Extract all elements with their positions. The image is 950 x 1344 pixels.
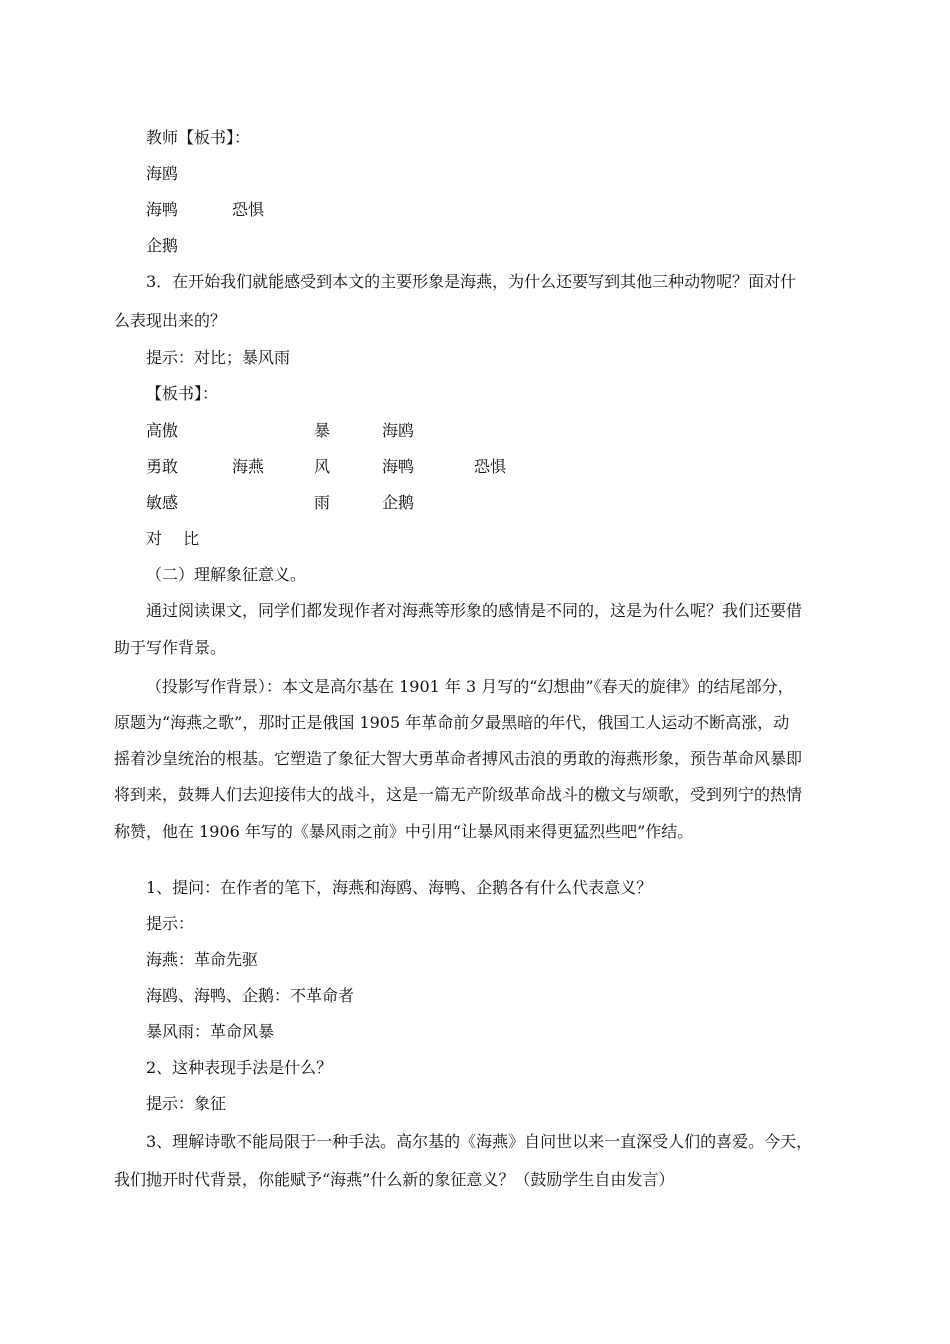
hint-symbolism: 提示：象征 <box>146 1094 227 1113</box>
question-3b-line-1: 3、理解诗歌不能局限于一种手法。高尔基的《海燕》自问世以来一直深受人们的喜爱。今天， <box>146 1132 813 1151</box>
board-bird-penguin: 企鹅 <box>146 236 179 255</box>
meaning-petrel: 海燕：革命先驱 <box>146 950 259 969</box>
board2-bird-duck: 海鸭 <box>382 457 415 476</box>
board2-petrel: 海燕 <box>232 457 265 476</box>
background-line-1: （投影写作背景）：本文是高尔基在 1901 年 3 月写的“幻想曲”《春天的旋律》的结尾部分， <box>146 677 794 696</box>
board2-storm-feng: 风 <box>314 457 331 476</box>
question-2: 2、这种表现手法是什么？ <box>146 1058 333 1077</box>
board2-trait-proud: 高傲 <box>146 421 179 440</box>
question-3b-line-2: 我们抛开时代背景，你能赋予“海燕”什么新的象征意义？（鼓励学生自由发言） <box>114 1170 675 1189</box>
background-line-2: 原题为“海燕之歌”，那时正是俄国 1905 年革命前夕最黑暗的年代，俄国工人运动不断高涨，动 <box>114 713 790 732</box>
board2-emotion: 恐惧 <box>474 457 507 476</box>
question-3-line-2: 么表现出来的？ <box>114 311 227 330</box>
background-line-5: 称赞，他在 1906 年写的《暴风雨之前》中引用“让暴风雨来得更猛烈些吧”作结。 <box>114 822 694 841</box>
paragraph-1-line-2: 助于写作背景。 <box>114 638 227 657</box>
question-3-line-1: 3．在开始我们就能感受到本文的主要形象是海燕，为什么还要写到其他三种动物呢？面对什 <box>146 272 797 291</box>
board-bird-duck: 海鸭 <box>146 200 179 219</box>
board-emotion: 恐惧 <box>232 200 265 219</box>
board-bird-seagull: 海鸥 <box>146 164 179 183</box>
meaning-storm: 暴风雨：革命风暴 <box>146 1022 275 1041</box>
question-1: 1、提问：在作者的笔下，海燕和海鸥、海鸭、企鹅各有什么代表意义？ <box>146 878 653 897</box>
hint-label: 提示： <box>146 914 195 933</box>
board2-storm-bao: 暴 <box>314 421 331 440</box>
board2-storm-yu: 雨 <box>314 493 331 512</box>
board2-bird-penguin: 企鹅 <box>382 493 415 512</box>
board2-bird-seagull: 海鸥 <box>382 421 415 440</box>
board-header: 教师【板书】： <box>146 128 251 147</box>
board2-trait-brave: 勇敢 <box>146 457 179 476</box>
board2-header: 【板书】： <box>146 384 219 403</box>
meaning-other-birds: 海鸥、海鸭、企鹅：不革命者 <box>146 986 355 1005</box>
background-line-3: 摇着沙皇统治的根基。它塑造了象征大智大勇革命者搏风击浪的勇敢的海燕形象，预告革命风暴即 <box>114 749 803 768</box>
section-2-title: （二）理解象征意义。 <box>146 565 307 584</box>
hint-contrast: 提示：对比；暴风雨 <box>146 348 291 367</box>
paragraph-1-line-1: 通过阅读课文，同学们都发现作者对海燕等形象的感情是不同的，这是为什么呢？我们还要借 <box>146 601 803 620</box>
board2-contrast: 对 比 <box>146 529 200 548</box>
background-line-4: 将到来，鼓舞人们去迎接伟大的战斗，这是一篇无产阶级革命战斗的檄文与颂歌，受到列宁的热情 <box>114 785 803 804</box>
board2-trait-sensitive: 敏感 <box>146 493 179 512</box>
